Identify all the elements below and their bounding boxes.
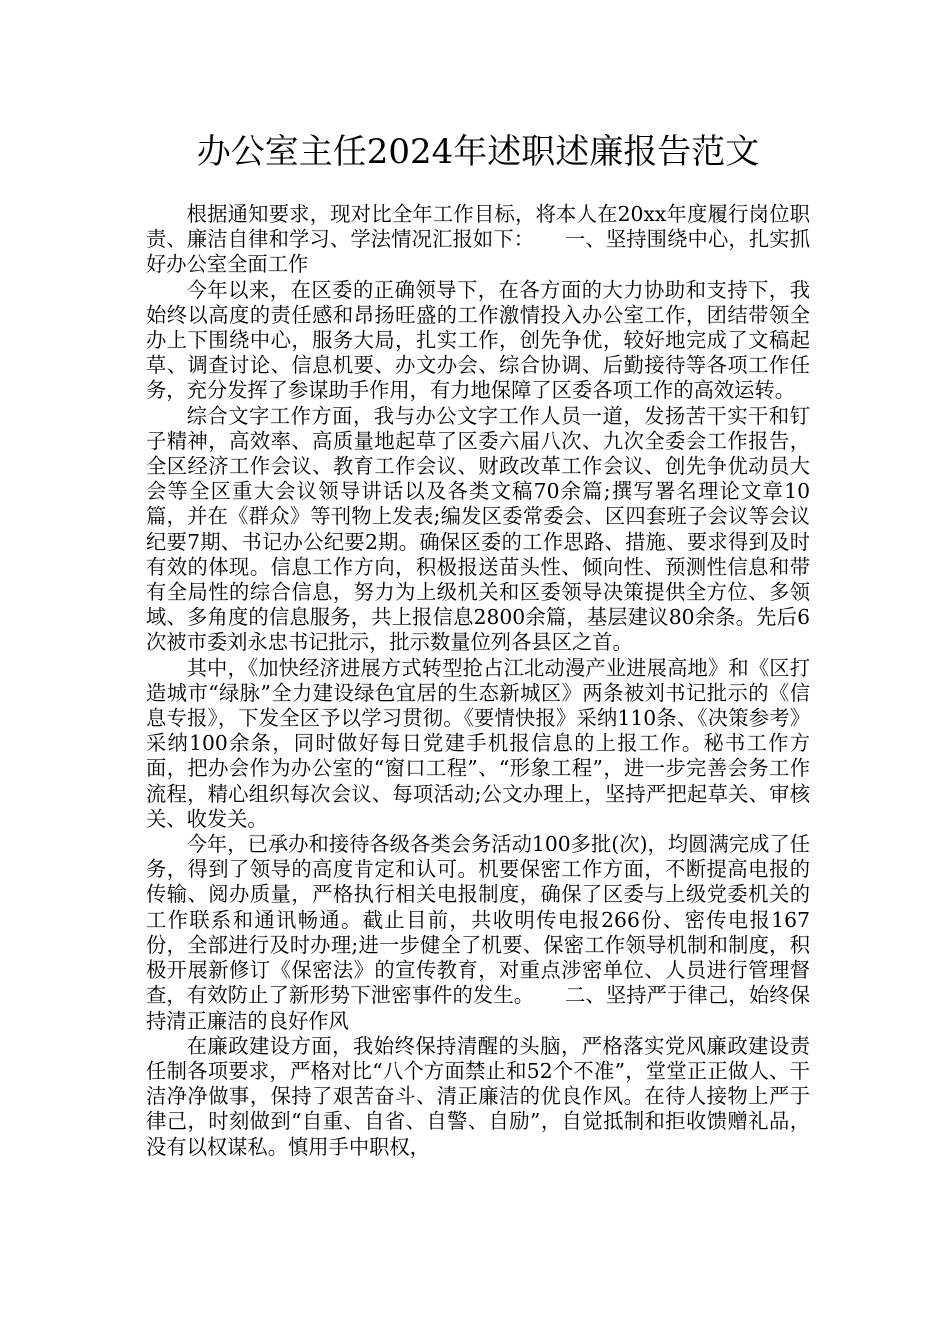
document-title: 办公室主任2024年述职述廉报告范文	[196, 132, 760, 172]
paragraph-info-secretary: 其中，《加快经济进展方式转型抢占江北动漫产业进展高地》和《区打造城市“绿脉”全力建设绿色宜居的生态新城区》两条被刘书记批示的《信息专报》，下发全区予以学习贯彻。《要情快报》采纳110条、《决策参考》采纳100余条，同时做好每日党建手机报信息的上报工作。秘书工作方面，把办会作为办公室的“窗口工程”、“形象工程”，进一步完善会务工作流程，精心组织每次会议、每项活动;公文办理上，坚持严把起草关、审核关、收发关。	[146, 655, 810, 831]
document-page	[146, 128, 810, 1160]
paragraph-confidential-work: 今年，已承办和接待各级各类会务活动100多批(次)，均圆满完成了任务，得到了领导的高度肯定和认可。机要保密工作方面，不断提高电报的传输、阅办质量，严格执行相关电报制度，确保了区委与上级党委机关的工作联系和通讯畅通。截止目前，共收明传电报266份、密传电报167份，全部进行及时办理;进一步健全了机要、保密工作领导机制和制度，积极开展新修订《保密法》的宣传教育，对重点涉密单位、人员进行管理督查，有效防止了新形势下泄密事件的发生。 二、坚持严于律己，始终保持清正廉洁的良好作风	[146, 832, 810, 1033]
paragraph-integrity: 在廉政建设方面，我始终保持清醒的头脑，严格落实党风廉政建设责任制各项要求，严格对比“八个方面禁止和52个不准”，堂堂正正做人、干洁净净做事，保持了艰苦奋斗、清正廉洁的优良作风。在待人接物上严于律己，时刻做到“自重、自省、自警、自励”，自觉抵制和拒收馈赠礼品，没有以权谋私。慎用手中职权，	[146, 1033, 810, 1159]
paragraph-intro: 根据通知要求，现对比全年工作目标，将本人在20xx年度履行岗位职责、廉洁自律和学习、学法情况汇报如下： 一、坚持围绕中心，扎实抓好办公室全面工作	[146, 202, 810, 277]
paragraph-overview: 今年以来，在区委的正确领导下，在各方面的大力协助和支持下，我始终以高度的责任感和昂扬旺盛的工作激情投入办公室工作，团结带领全办上下围绕中心，服务大局，扎实工作，创先争优，较好地完成了文稿起草、调查讨论、信息机要、办文办会、综合协调、后勤接待等各项工作任务，充分发挥了参谋助手作用，有力地保障了区委各项工作的高效运转。	[146, 277, 810, 403]
paragraph-writing-work: 综合文字工作方面，我与办公文字工作人员一道，发扬苦干实干和钉子精神，高效率、高质量地起草了区委六届八次、九次全委会工作报告，全区经济工作会议、教育工作会议、财政改革工作会议、创先争优动员大会等全区重大会议领导讲话以及各类文稿70余篇;撰写署名理论文章10篇，并在《群众》等刊物上发表;编发区委常委会、区四套班子会议等会议纪要7期、书记办公纪要2期。确保区委的工作思路、措施、要求得到及时有效的体现。信息工作方向，积极报送苗头性、倾向性、预测性信息和带有全局性的综合信息，努力为上级机关和区委领导决策提供全方位、多领域、多角度的信息服务，共上报信息2800余篇，基层建议80余条。先后6次被市委刘永忠书记批示，批示数量位列各县区之首。	[146, 403, 810, 655]
